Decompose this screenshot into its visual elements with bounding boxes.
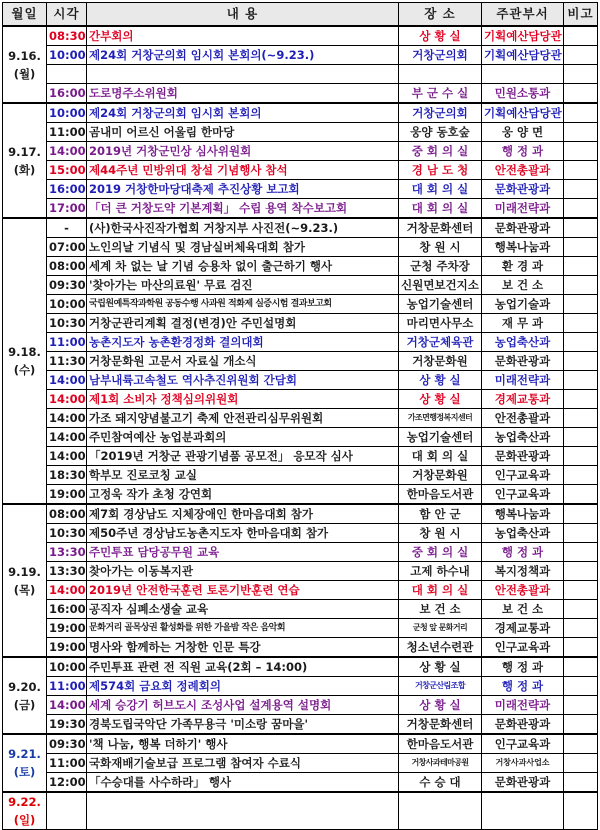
schedule-row	[3, 734, 598, 754]
schedule-row	[3, 504, 598, 524]
event-note	[564, 276, 598, 295]
day-date-cell	[3, 792, 47, 830]
event-time: 09:30	[47, 276, 87, 295]
day-weekday: (금)	[13, 697, 36, 712]
event-department: 행복나눔과	[482, 238, 564, 257]
event-content: 남부내륙고속철도 역사추진위원회 간담회	[87, 371, 399, 390]
schedule-row	[3, 638, 598, 658]
event-note	[564, 657, 598, 677]
event-location: 거창군체육관	[399, 333, 482, 352]
event-location: 거창군의회	[399, 103, 482, 123]
schedule-row	[3, 619, 598, 638]
event-department	[482, 792, 564, 830]
event-time: 14:00	[47, 409, 87, 428]
header-time: 시각	[47, 3, 87, 27]
event-time: 17:00	[47, 199, 87, 219]
event-department: 인구교육과	[482, 734, 564, 754]
schedule-row	[3, 485, 598, 505]
event-department: 미래전략과	[482, 199, 564, 219]
event-content: 국화재배기술보급 프로그램 참여자 수료식	[87, 754, 399, 773]
event-location: 가조면행정복지센터	[399, 409, 482, 428]
event-note	[564, 773, 598, 793]
event-location: 상 황 실	[399, 371, 482, 390]
schedule-row	[3, 84, 598, 104]
day-weekday: (화)	[13, 162, 36, 177]
event-department: 문화관광과	[482, 352, 564, 371]
event-content: 「더 큰 거창도약 기본계획」 수립 용역 착수보고회	[87, 199, 399, 219]
event-department: 안전총괄과	[482, 161, 564, 180]
schedule-row	[3, 257, 598, 276]
event-department: 경제교통과	[482, 619, 564, 638]
event-department: 민원소통과	[482, 84, 564, 104]
event-time: 12:00	[47, 773, 87, 793]
event-location: 대 회 의 실	[399, 581, 482, 600]
event-note	[564, 543, 598, 562]
event-content: 공직자 심폐소생술 교육	[87, 600, 399, 619]
schedule-row	[3, 161, 598, 180]
event-note	[564, 142, 598, 161]
schedule-row	[3, 677, 598, 696]
event-department: 환 경 과	[482, 257, 564, 276]
event-location: 신원면보건지소	[399, 276, 482, 295]
event-department: 문화관광과	[482, 773, 564, 793]
event-content: 명사와 함께하는 거창한 인문 특강	[87, 638, 399, 658]
schedule-row	[3, 600, 598, 619]
event-content: 제44주년 민방위대 창설 기념행사 참석	[87, 161, 399, 180]
day-date-cell	[3, 734, 47, 792]
event-note	[564, 638, 598, 658]
event-location: 거창문화센터	[399, 218, 482, 238]
event-content: 세계 승강기 허브도시 조성사업 설계용역 설명회	[87, 696, 399, 715]
event-content: 2019년 거창군민상 심사위원회	[87, 142, 399, 161]
event-location: 중 회 의 실	[399, 142, 482, 161]
event-location	[399, 65, 482, 84]
schedule-row	[3, 276, 598, 295]
event-location: 대 회 의 실	[399, 180, 482, 199]
event-location: 창 원 시	[399, 238, 482, 257]
schedule-row	[3, 218, 598, 238]
day-weekday: (일)	[13, 813, 36, 827]
day-weekday: (수)	[13, 363, 36, 377]
header-row	[3, 3, 598, 27]
schedule-row	[3, 26, 598, 46]
event-note	[564, 754, 598, 773]
schedule-row	[3, 103, 598, 123]
event-department	[482, 65, 564, 84]
event-time: 14:00	[47, 390, 87, 409]
event-time: 14:00	[47, 142, 87, 161]
event-location: 거창사과테마공원	[399, 754, 482, 773]
event-note	[564, 390, 598, 409]
day-date: 9.17.	[8, 144, 41, 159]
event-location: 농업기술센터	[399, 295, 482, 314]
header-month-day: 월일	[3, 3, 47, 27]
event-content: 찾아가는 이동복지관	[87, 562, 399, 581]
event-note	[564, 581, 598, 600]
event-time	[47, 65, 87, 84]
event-time: 10:00	[47, 46, 87, 65]
event-department: 행복나눔과	[482, 504, 564, 524]
event-content: 노인의날 기념식 및 경남실버체육대회 참가	[87, 238, 399, 257]
event-location: 한마음도서관	[399, 485, 482, 505]
event-time: 10:30	[47, 314, 87, 333]
event-location: 중 회 의 실	[399, 543, 482, 562]
event-content	[87, 65, 399, 84]
event-time: 08:00	[47, 257, 87, 276]
event-department: 인구교육과	[482, 466, 564, 485]
schedule-row	[3, 657, 598, 677]
schedule-row	[3, 180, 598, 199]
event-content: 문화거리 골목상권 활성화를 위한 가을밤 작은 음악회	[87, 619, 399, 638]
event-location: 거창문화원	[399, 352, 482, 371]
event-time: 11:00	[47, 677, 87, 696]
event-location: 상 황 실	[399, 26, 482, 46]
event-note	[564, 295, 598, 314]
schedule-row	[3, 199, 598, 219]
event-note	[564, 257, 598, 276]
schedule-row	[3, 581, 598, 600]
event-note	[564, 218, 598, 238]
schedule-row	[3, 314, 598, 333]
event-note	[564, 734, 598, 754]
event-time: 08:30	[47, 26, 87, 46]
event-note	[564, 447, 598, 466]
event-department: 기획예산담당관	[482, 46, 564, 65]
day-date: 9.19.	[8, 564, 41, 579]
event-location: 창 원 시	[399, 524, 482, 543]
event-content: (사)한국사진작가협회 거창지부 사진전(~9.23.)	[87, 218, 399, 238]
event-note	[564, 180, 598, 199]
event-content: 고정욱 작가 초청 강연회	[87, 485, 399, 505]
header-note: 비고	[564, 3, 598, 27]
event-department: 행 정 과	[482, 677, 564, 696]
event-department: 농업기술과	[482, 295, 564, 314]
event-note	[564, 333, 598, 352]
day-date: 9.22.	[8, 795, 41, 809]
schedule-row	[3, 390, 598, 409]
event-location: 청소년수련관	[399, 638, 482, 658]
day-date-cell	[3, 218, 47, 504]
event-location: 함 안 군	[399, 504, 482, 524]
schedule-row	[3, 562, 598, 581]
event-department: 기획예산담당관	[482, 103, 564, 123]
event-time: 19:00	[47, 485, 87, 505]
event-content: 경북도립국악단 가족무용극 '미소랑 꿈마을'	[87, 715, 399, 735]
schedule-body	[3, 3, 598, 830]
event-time: 10:00	[47, 103, 87, 123]
event-content: '찾아가는 마산의료원' 무료 검진	[87, 276, 399, 295]
event-department: 안전총괄과	[482, 581, 564, 600]
event-content: 주민참여예산 농업분과회의	[87, 428, 399, 447]
event-note	[564, 409, 598, 428]
event-note	[564, 792, 598, 830]
event-time: 10:00	[47, 295, 87, 314]
event-time: 09:30	[47, 734, 87, 754]
schedule-row	[3, 428, 598, 447]
event-location: 웅양 동호숲	[399, 123, 482, 142]
event-department: 인구교육과	[482, 638, 564, 658]
event-department: 거창사과사업소	[482, 754, 564, 773]
event-time: 13:30	[47, 543, 87, 562]
event-content: 제24회 거창군의회 임시회 본회의(~9.23.)	[87, 46, 399, 65]
event-time: 11:00	[47, 754, 87, 773]
event-content: 제7회 경상남도 지체장애인 한마음대회 참가	[87, 504, 399, 524]
event-department: 농업축산과	[482, 333, 564, 352]
event-content: 곰내미 어르신 어울림 한마당	[87, 123, 399, 142]
schedule-row	[3, 352, 598, 371]
event-location: 거창군산림조합	[399, 677, 482, 696]
event-department: 재 무 과	[482, 314, 564, 333]
event-note	[564, 352, 598, 371]
event-note	[564, 619, 598, 638]
header-location: 장 소	[399, 3, 482, 27]
event-location: 거창문화원	[399, 466, 482, 485]
event-time: 11:30	[47, 352, 87, 371]
event-note	[564, 371, 598, 390]
event-time: 08:00	[47, 504, 87, 524]
day-date-cell	[3, 103, 47, 218]
event-time: 13:30	[47, 562, 87, 581]
event-department: 웅 양 면	[482, 123, 564, 142]
event-location: 마리면사무소	[399, 314, 482, 333]
event-time: 11:00	[47, 333, 87, 352]
event-note	[564, 84, 598, 104]
event-location: 고제 하수내	[399, 562, 482, 581]
event-department: 경제교통과	[482, 390, 564, 409]
schedule-row	[3, 696, 598, 715]
schedule-row	[3, 295, 598, 314]
event-content: 거창문화원 고문서 자료실 개소식	[87, 352, 399, 371]
event-location: 상 황 실	[399, 390, 482, 409]
event-department: 문화관광과	[482, 715, 564, 735]
day-date: 9.20.	[8, 679, 41, 694]
event-department: 안전총괄과	[482, 409, 564, 428]
event-content: 제50주년 경상남도농촌지도자 한마음대회 참가	[87, 524, 399, 543]
day-date-cell	[3, 657, 47, 734]
weekly-schedule-table	[2, 2, 598, 830]
event-time: 16:00	[47, 84, 87, 104]
event-department: 문화관광과	[482, 218, 564, 238]
schedule-sheet	[2, 2, 597, 827]
header-department: 주관부서	[482, 3, 564, 27]
event-time: 14:00	[47, 447, 87, 466]
event-note	[564, 600, 598, 619]
schedule-row	[3, 142, 598, 161]
event-department: 문화관광과	[482, 180, 564, 199]
event-note	[564, 199, 598, 219]
day-weekday: (토)	[13, 765, 36, 779]
day-weekday: (월)	[13, 66, 36, 81]
event-note	[564, 696, 598, 715]
schedule-row	[3, 333, 598, 352]
event-content: 「수승대를 사수하라」 행사	[87, 773, 399, 793]
event-location	[399, 792, 482, 830]
event-note	[564, 238, 598, 257]
event-note	[564, 314, 598, 333]
event-content: 제24회 거창군의회 임시회 본회의	[87, 103, 399, 123]
event-content: 학부모 진로코칭 교실	[87, 466, 399, 485]
event-location: 부 군 수 실	[399, 84, 482, 104]
event-department: 농업축산과	[482, 428, 564, 447]
event-content: 제574회 금요회 정례회의	[87, 677, 399, 696]
event-time: 19:30	[47, 715, 87, 735]
schedule-row	[3, 792, 598, 830]
event-department: 미래전략과	[482, 371, 564, 390]
event-department: 농업축산과	[482, 524, 564, 543]
event-time: 07:00	[47, 238, 87, 257]
event-note	[564, 485, 598, 505]
day-date-cell	[3, 26, 47, 103]
event-content: 2019 거창한마당대축제 추진상황 보고회	[87, 180, 399, 199]
day-date-cell	[3, 504, 47, 657]
schedule-row	[3, 238, 598, 257]
event-content	[87, 792, 399, 830]
event-location: 대 회 의 실	[399, 199, 482, 219]
event-content: '책 나눔, 행복 더하기' 행사	[87, 734, 399, 754]
event-location: 농업기술센터	[399, 428, 482, 447]
event-time: 16:00	[47, 600, 87, 619]
event-content: 간부회의	[87, 26, 399, 46]
event-time: 14:00	[47, 428, 87, 447]
event-location: 수 승 대	[399, 773, 482, 793]
event-department: 인구교육과	[482, 485, 564, 505]
event-location: 상 황 실	[399, 657, 482, 677]
event-department: 보 건 소	[482, 276, 564, 295]
event-note	[564, 466, 598, 485]
event-content: 제1회 소비자 정책심의위원회	[87, 390, 399, 409]
event-time: 10:30	[47, 524, 87, 543]
event-location: 거창문화센터	[399, 715, 482, 735]
event-department: 기획예산담당관	[482, 26, 564, 46]
event-content: 「2019년 거창군 관광기념품 공모전」 응모작 심사	[87, 447, 399, 466]
event-time: 16:00	[47, 180, 87, 199]
event-note	[564, 65, 598, 84]
event-content: 주민투표 담당공무원 교육	[87, 543, 399, 562]
event-time: 15:00	[47, 161, 87, 180]
event-department: 행 정 과	[482, 543, 564, 562]
event-content: 도로명주소위원회	[87, 84, 399, 104]
event-note	[564, 161, 598, 180]
event-content: 국립원예특작과학원 공동수행 사과원 적화제 실증시험 결과보고회	[87, 295, 399, 314]
event-note	[564, 504, 598, 524]
schedule-row	[3, 543, 598, 562]
schedule-row	[3, 409, 598, 428]
event-note	[564, 677, 598, 696]
event-content: 농촌지도자 농촌환경정화 결의대회	[87, 333, 399, 352]
event-time: -	[47, 218, 87, 238]
event-note	[564, 562, 598, 581]
day-date: 9.18.	[8, 345, 41, 359]
event-time: 11:00	[47, 123, 87, 142]
event-note	[564, 46, 598, 65]
event-location: 거창군의회	[399, 46, 482, 65]
event-time: 19:00	[47, 638, 87, 658]
event-time: 14:00	[47, 371, 87, 390]
event-department: 복지정책과	[482, 562, 564, 581]
event-time: 10:00	[47, 657, 87, 677]
event-time: 18:30	[47, 466, 87, 485]
schedule-row	[3, 447, 598, 466]
day-date: 9.21.	[8, 747, 41, 761]
event-department: 보 건 소	[482, 600, 564, 619]
event-location: 군청 주차장	[399, 257, 482, 276]
schedule-row	[3, 46, 598, 65]
event-location: 보 건 소	[399, 600, 482, 619]
event-time: 14:00	[47, 581, 87, 600]
event-location: 경 남 도 청	[399, 161, 482, 180]
event-location: 한마음도서관	[399, 734, 482, 754]
header-content: 내 용	[87, 3, 399, 27]
schedule-row	[3, 754, 598, 773]
schedule-row	[3, 371, 598, 390]
event-time	[47, 792, 87, 830]
event-department: 행 정 과	[482, 657, 564, 677]
schedule-row	[3, 773, 598, 793]
event-time: 14:00	[47, 696, 87, 715]
event-note	[564, 428, 598, 447]
event-department: 문화관광과	[482, 447, 564, 466]
event-content: 거창군관리계획 결정(변경)안 주민설명회	[87, 314, 399, 333]
event-note	[564, 103, 598, 123]
event-note	[564, 123, 598, 142]
event-note	[564, 26, 598, 46]
schedule-row	[3, 466, 598, 485]
schedule-row	[3, 715, 598, 735]
event-time: 19:00	[47, 619, 87, 638]
event-content: 세계 차 없는 날 기념 승용차 없이 출근하기 행사	[87, 257, 399, 276]
event-location: 대 회 의 실	[399, 447, 482, 466]
event-note	[564, 524, 598, 543]
event-location: 군청 앞 문화거리	[399, 619, 482, 638]
schedule-row	[3, 524, 598, 543]
event-content: 가조 돼지양념불고기 축제 안전관리심무위원회	[87, 409, 399, 428]
day-weekday: (목)	[13, 582, 36, 597]
schedule-row	[3, 123, 598, 142]
event-content: 주민투표 관련 전 직원 교육(2회 – 14:00)	[87, 657, 399, 677]
event-department: 행 정 과	[482, 142, 564, 161]
event-department: 미래전략과	[482, 696, 564, 715]
schedule-row	[3, 65, 598, 84]
event-note	[564, 715, 598, 735]
event-content: 2019년 안전한국훈련 토론기반훈련 연습	[87, 581, 399, 600]
event-location: 상 황 실	[399, 696, 482, 715]
day-date: 9.16.	[8, 48, 41, 63]
